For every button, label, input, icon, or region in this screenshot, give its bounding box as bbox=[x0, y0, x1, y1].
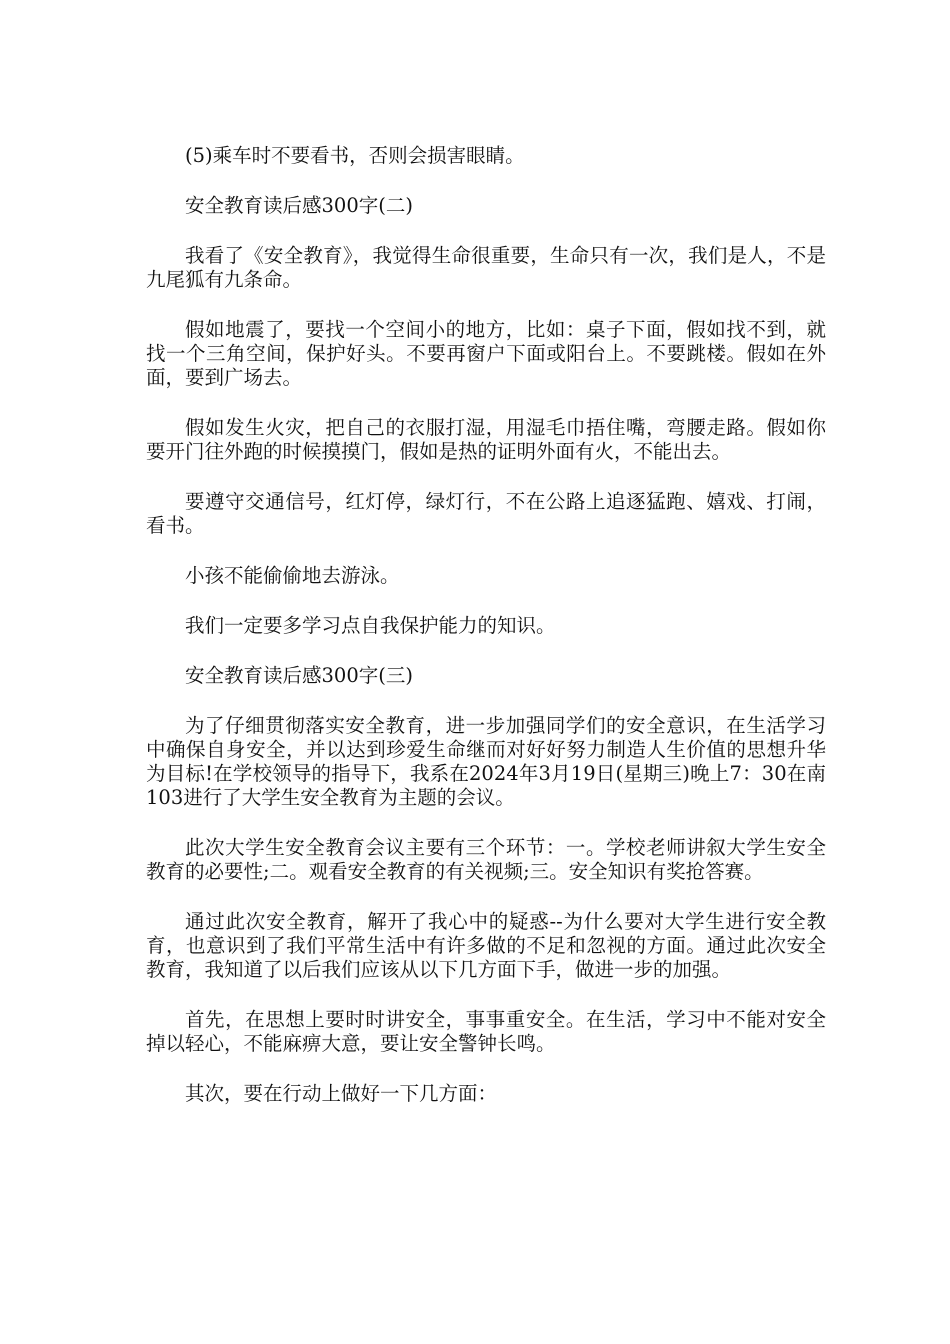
paragraph-item: 首先，在思想上要时时讲安全，事事重安全。在生活，学习中不能对安全掉以轻心，不能麻痹大意，要让安全警钟长鸣。 bbox=[146, 1008, 826, 1055]
paragraph-item: 为了仔细贯彻落实安全教育，进一步加强同学们的安全意识，在生活学习中确保自身安全，并以达到珍爱生命继而对好好努力制造人生价值的思想升华为目标!在学校领导的指导下，我系在2024年3月19日(星期三)晚上7：30在南103进行了大学生安全教育为主题的会议。 bbox=[146, 714, 826, 809]
paragraph-item: (5)乘车时不要看书，否则会损害眼睛。 bbox=[185, 144, 525, 167]
section-heading: 安全教育读后感300字(三) bbox=[185, 664, 413, 687]
paragraph-item: 此次大学生安全教育会议主要有三个环节：一。学校老师讲叙大学生安全教育的必要性;二。观看安全教育的有关视频;三。安全知识有奖抢答赛。 bbox=[146, 836, 826, 883]
paragraph-item: 小孩不能偷偷地去游泳。 bbox=[185, 564, 400, 587]
paragraph-item: 我看了《安全教育》，我觉得生命很重要，生命只有一次，我们是人，不是九尾狐有九条命。 bbox=[146, 244, 826, 291]
paragraph-item: 其次，要在行动上做好一下几方面： bbox=[185, 1082, 498, 1105]
document-body bbox=[146, 144, 826, 1132]
paragraph-item: 要遵守交通信号，红灯停，绿灯行，不在公路上追逐猛跑、嬉戏、打闹，看书。 bbox=[146, 490, 826, 537]
paragraph-item: 我们一定要多学习点自我保护能力的知识。 bbox=[185, 614, 556, 637]
paragraph-item: 假如地震了，要找一个空间小的地方，比如：桌子下面，假如找不到，就找一个三角空间，保护好头。不要再窗户下面或阳台上。不要跳楼。假如在外面，要到广场去。 bbox=[146, 318, 826, 389]
paragraph-item: 假如发生火灾，把自己的衣服打湿，用湿毛巾捂住嘴，弯腰走路。假如你要开门往外跑的时候摸摸门，假如是热的证明外面有火，不能出去。 bbox=[146, 416, 826, 463]
section-heading: 安全教育读后感300字(二) bbox=[185, 194, 413, 217]
paragraph-item: 通过此次安全教育，解开了我心中的疑惑--为什么要对大学生进行安全教育，也意识到了我们平常生活中有许多做的不足和忽视的方面。通过此次安全教育，我知道了以后我们应该从以下几方面下手，做进一步的加强。 bbox=[146, 910, 826, 981]
